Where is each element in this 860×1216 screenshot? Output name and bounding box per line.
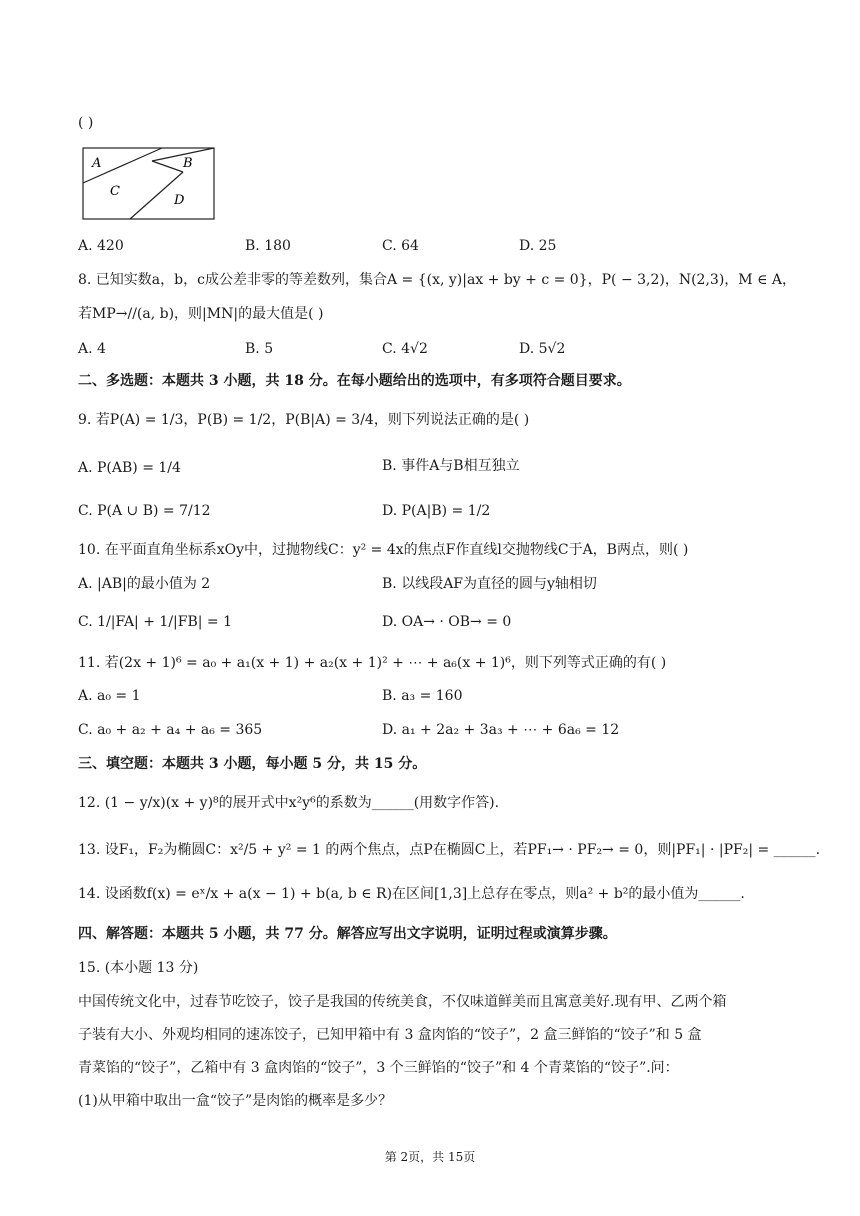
q11-option-a: A. a₀ = 1	[78, 688, 141, 704]
q15-part1: (1)从甲箱中取出一盒“饺子”是肉馅的概率是多少？	[78, 1093, 393, 1109]
q14-stem: 14. 设函数f(x) = eˣ/x + a(x − 1) + b(a, b ∈ R)在区间[1,3]上总存在零点，则a² + b²的最小值为______.	[78, 886, 745, 902]
section-heading-multi-choice: 二、多选题：本题共 3 小题，共 18 分。在每小题给出的选项中，有多项符合题目要求。	[78, 373, 631, 389]
q7-option-b: B. 180	[245, 238, 291, 254]
q7-option-d: D. 25	[519, 238, 557, 254]
q12-stem: 12. (1 − y/x)(x + y)⁸的展开式中x²y⁶的系数为______(用数字作答).	[78, 795, 500, 811]
q8-option-d: D. 5√2	[519, 341, 566, 357]
q7-region-figure	[82, 147, 216, 221]
q15-body-line3: 青菜馅的“饺子”，乙箱中有 3 盒肉馅的“饺子”，3 个三鲜馅的“饺子”和 4 个青菜馅的“饺子”.问：	[78, 1060, 679, 1076]
region-label-c: C	[110, 184, 120, 199]
region-label-a: A	[92, 156, 102, 171]
q9-option-d: D. P(A|B) = 1/2	[382, 503, 491, 519]
q8-stem-line1: 8. 已知实数a，b，c成公差非零的等差数列，集合A = {(x, y)|ax + by + c = 0}，P( − 3,2)，N(2,3)，M ∈ A，	[78, 272, 796, 288]
q10-option-a: A. |AB|的最小值为 2	[78, 576, 211, 592]
q7-option-c: C. 64	[382, 238, 419, 254]
q15-body-line2: 子装有大小、外观均相同的速冻饺子，已知甲箱中有 3 盒肉馅的“饺子”，2 盒三鲜馅的“饺子”和 5 盒	[78, 1027, 702, 1043]
page-footer: 第 2页，共 15页	[384, 1150, 476, 1164]
q8-option-b: B. 5	[245, 341, 274, 357]
region-label-d: D	[174, 193, 185, 208]
q15-body-line1: 中国传统文化中，过春节吃饺子，饺子是我国的传统美食，不仅味道鲜美而且寓意美好.现有甲、乙两个箱	[78, 994, 727, 1010]
q8-option-a: A. 4	[78, 341, 106, 357]
q8-stem-line2: 若MP→//(a, b)，则|MN|的最大值是( )	[78, 306, 324, 322]
q9-option-a: A. P(AB) = 1/4	[78, 460, 181, 476]
q7-answer-bracket: ( )	[78, 115, 94, 131]
q15-heading: 15. (本小题 13 分)	[78, 960, 199, 976]
q9-stem: 9. 若P(A) = 1/3，P(B) = 1/2，P(B|A) = 3/4，则下列说法正确的是( )	[78, 412, 530, 428]
q7-option-a: A. 420	[78, 238, 124, 254]
section-heading-fill-in: 三、填空题：本题共 3 小题，每小题 5 分，共 15 分。	[78, 756, 427, 772]
q11-stem: 11. 若(2x + 1)⁶ = a₀ + a₁(x + 1) + a₂(x + 1)² + ⋯ + a₆(x + 1)⁶，则下列等式正确的有( )	[78, 655, 667, 671]
q9-option-c: C. P(A ∪ B) = 7/12	[78, 503, 211, 519]
q11-option-c: C. a₀ + a₂ + a₄ + a₆ = 365	[78, 722, 263, 738]
q11-option-d: D. a₁ + 2a₂ + 3a₃ + ⋯ + 6a₆ = 12	[382, 722, 620, 738]
q8-option-c: C. 4√2	[382, 341, 428, 357]
q10-option-c: C. 1/|FA| + 1/|FB| = 1	[78, 614, 233, 630]
region-label-b: B	[183, 156, 193, 171]
q9-option-b: B. 事件A与B相互独立	[382, 458, 520, 474]
q10-stem: 10. 在平面直角坐标系xOy中，过抛物线C：y² = 4x的焦点F作直线l交抛物线C于A，B两点，则( )	[78, 542, 689, 558]
q10-option-b: B. 以线段AF为直径的圆与y轴相切	[382, 576, 597, 592]
section-heading-solutions: 四、解答题：本题共 5 小题，共 77 分。解答应写出文字说明，证明过程或演算步骤。	[78, 926, 617, 942]
q13-stem: 13. 设F₁，F₂为椭圆C：x²/5 + y² = 1 的两个焦点，点P在椭圆C上，若PF₁→ · PF₂→ = 0，则|PF₁| · |PF₂| = ______.	[78, 842, 821, 858]
q10-option-d: D. OA→ · OB→ = 0	[382, 614, 512, 630]
q11-option-b: B. a₃ = 160	[382, 688, 463, 704]
